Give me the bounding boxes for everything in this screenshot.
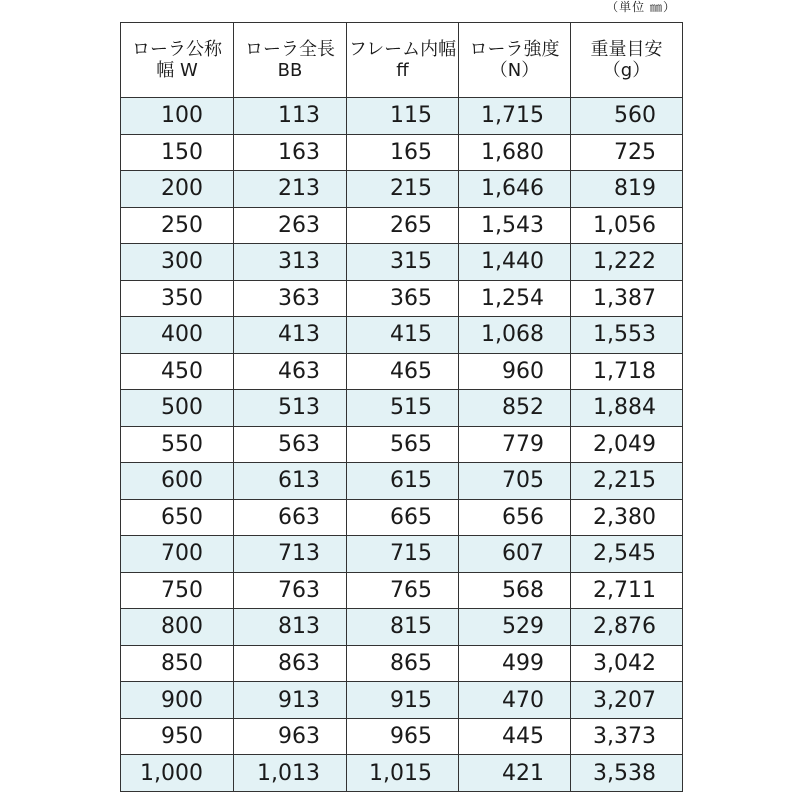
cell-roller-length: 863 bbox=[234, 645, 347, 682]
cell-roller-length: 163 bbox=[234, 134, 347, 171]
cell-roller-strength: 421 bbox=[459, 755, 571, 792]
table-row bbox=[121, 207, 683, 244]
cell-roller-strength: 705 bbox=[459, 463, 571, 500]
cell-roller-length: 913 bbox=[234, 682, 347, 719]
cell-roller-strength: 656 bbox=[459, 499, 571, 536]
cell-frame-inner-width: 915 bbox=[347, 682, 459, 719]
cell-roller-length: 213 bbox=[234, 171, 347, 208]
cell-weight: 1,884 bbox=[571, 390, 683, 427]
cell-nominal-width: 650 bbox=[121, 499, 234, 536]
cell-roller-strength: 607 bbox=[459, 536, 571, 573]
table-row bbox=[121, 134, 683, 171]
cell-roller-strength: 1,440 bbox=[459, 244, 571, 281]
cell-frame-inner-width: 965 bbox=[347, 718, 459, 755]
cell-nominal-width: 550 bbox=[121, 426, 234, 463]
cell-roller-strength: 1,646 bbox=[459, 171, 571, 208]
table-row bbox=[121, 98, 683, 135]
roller-spec-table bbox=[120, 22, 683, 792]
cell-nominal-width: 350 bbox=[121, 280, 234, 317]
cell-weight: 1,718 bbox=[571, 353, 683, 390]
table-body bbox=[121, 98, 683, 792]
cell-frame-inner-width: 115 bbox=[347, 98, 459, 135]
cell-roller-length: 1,013 bbox=[234, 755, 347, 792]
cell-roller-strength: 529 bbox=[459, 609, 571, 646]
table-row bbox=[121, 536, 683, 573]
cell-weight: 2,711 bbox=[571, 572, 683, 609]
table-row bbox=[121, 280, 683, 317]
cell-nominal-width: 850 bbox=[121, 645, 234, 682]
table-row bbox=[121, 682, 683, 719]
cell-roller-strength: 779 bbox=[459, 426, 571, 463]
cell-weight: 3,373 bbox=[571, 718, 683, 755]
cell-weight: 2,380 bbox=[571, 499, 683, 536]
cell-roller-length: 613 bbox=[234, 463, 347, 500]
cell-roller-strength: 1,068 bbox=[459, 317, 571, 354]
cell-weight: 725 bbox=[571, 134, 683, 171]
cell-nominal-width: 300 bbox=[121, 244, 234, 281]
cell-frame-inner-width: 365 bbox=[347, 280, 459, 317]
cell-frame-inner-width: 215 bbox=[347, 171, 459, 208]
table-row bbox=[121, 244, 683, 281]
cell-frame-inner-width: 765 bbox=[347, 572, 459, 609]
cell-nominal-width: 200 bbox=[121, 171, 234, 208]
table-row bbox=[121, 426, 683, 463]
cell-nominal-width: 400 bbox=[121, 317, 234, 354]
table-row bbox=[121, 499, 683, 536]
cell-nominal-width: 900 bbox=[121, 682, 234, 719]
cell-weight: 1,387 bbox=[571, 280, 683, 317]
cell-weight: 3,538 bbox=[571, 755, 683, 792]
cell-weight: 2,215 bbox=[571, 463, 683, 500]
cell-roller-length: 313 bbox=[234, 244, 347, 281]
cell-frame-inner-width: 315 bbox=[347, 244, 459, 281]
cell-roller-strength: 852 bbox=[459, 390, 571, 427]
table-row bbox=[121, 572, 683, 609]
cell-nominal-width: 150 bbox=[121, 134, 234, 171]
unit-note: （単位 ㎜） bbox=[606, 0, 676, 14]
cell-frame-inner-width: 615 bbox=[347, 463, 459, 500]
table-row bbox=[121, 390, 683, 427]
cell-frame-inner-width: 865 bbox=[347, 645, 459, 682]
cell-frame-inner-width: 515 bbox=[347, 390, 459, 427]
cell-roller-length: 113 bbox=[234, 98, 347, 135]
header-weight bbox=[571, 23, 683, 98]
cell-frame-inner-width: 1,015 bbox=[347, 755, 459, 792]
cell-roller-strength: 568 bbox=[459, 572, 571, 609]
cell-nominal-width: 100 bbox=[121, 98, 234, 135]
cell-roller-length: 813 bbox=[234, 609, 347, 646]
cell-roller-strength: 499 bbox=[459, 645, 571, 682]
cell-weight: 2,049 bbox=[571, 426, 683, 463]
header-line: （N） bbox=[489, 60, 540, 81]
cell-roller-length: 513 bbox=[234, 390, 347, 427]
header-roller-length bbox=[234, 23, 347, 98]
cell-roller-length: 363 bbox=[234, 280, 347, 317]
cell-roller-strength: 470 bbox=[459, 682, 571, 719]
header-line: ff bbox=[396, 60, 409, 81]
cell-roller-strength: 1,680 bbox=[459, 134, 571, 171]
cell-nominal-width: 250 bbox=[121, 207, 234, 244]
cell-roller-length: 463 bbox=[234, 353, 347, 390]
cell-weight: 819 bbox=[571, 171, 683, 208]
cell-roller-strength: 1,715 bbox=[459, 98, 571, 135]
cell-nominal-width: 950 bbox=[121, 718, 234, 755]
cell-frame-inner-width: 565 bbox=[347, 426, 459, 463]
table-row bbox=[121, 755, 683, 792]
table-row bbox=[121, 171, 683, 208]
header-nominal-width bbox=[121, 23, 234, 98]
header-line: BB bbox=[277, 60, 303, 81]
cell-nominal-width: 450 bbox=[121, 353, 234, 390]
cell-nominal-width: 600 bbox=[121, 463, 234, 500]
cell-nominal-width: 500 bbox=[121, 390, 234, 427]
cell-frame-inner-width: 465 bbox=[347, 353, 459, 390]
cell-frame-inner-width: 715 bbox=[347, 536, 459, 573]
header-line: ローラ強度 bbox=[469, 39, 560, 60]
cell-frame-inner-width: 815 bbox=[347, 609, 459, 646]
header-line: 重量目安 bbox=[590, 39, 663, 60]
cell-weight: 560 bbox=[571, 98, 683, 135]
cell-roller-strength: 960 bbox=[459, 353, 571, 390]
header-frame-inner-width bbox=[347, 23, 459, 98]
cell-roller-strength: 445 bbox=[459, 718, 571, 755]
cell-roller-strength: 1,254 bbox=[459, 280, 571, 317]
cell-roller-length: 713 bbox=[234, 536, 347, 573]
cell-roller-length: 663 bbox=[234, 499, 347, 536]
header-line: 幅 W bbox=[156, 60, 198, 81]
table-row bbox=[121, 718, 683, 755]
cell-roller-length: 413 bbox=[234, 317, 347, 354]
cell-weight: 1,222 bbox=[571, 244, 683, 281]
cell-roller-length: 963 bbox=[234, 718, 347, 755]
cell-frame-inner-width: 265 bbox=[347, 207, 459, 244]
table-header-row bbox=[121, 23, 683, 98]
cell-frame-inner-width: 165 bbox=[347, 134, 459, 171]
table-row bbox=[121, 609, 683, 646]
cell-roller-length: 763 bbox=[234, 572, 347, 609]
header-line: フレーム内幅 bbox=[348, 39, 457, 60]
cell-nominal-width: 1,000 bbox=[121, 755, 234, 792]
header-line: ローラ全長 bbox=[245, 39, 335, 60]
cell-roller-strength: 1,543 bbox=[459, 207, 571, 244]
cell-weight: 1,553 bbox=[571, 317, 683, 354]
cell-roller-length: 263 bbox=[234, 207, 347, 244]
cell-weight: 1,056 bbox=[571, 207, 683, 244]
cell-weight: 2,876 bbox=[571, 609, 683, 646]
cell-nominal-width: 750 bbox=[121, 572, 234, 609]
table-row bbox=[121, 645, 683, 682]
cell-frame-inner-width: 415 bbox=[347, 317, 459, 354]
cell-weight: 3,042 bbox=[571, 645, 683, 682]
header-line: ローラ公称 bbox=[132, 39, 222, 60]
table-row bbox=[121, 463, 683, 500]
cell-weight: 3,207 bbox=[571, 682, 683, 719]
table-row bbox=[121, 317, 683, 354]
header-roller-strength bbox=[459, 23, 571, 98]
cell-nominal-width: 700 bbox=[121, 536, 234, 573]
cell-weight: 2,545 bbox=[571, 536, 683, 573]
header-line: （g） bbox=[602, 60, 651, 81]
cell-nominal-width: 800 bbox=[121, 609, 234, 646]
cell-roller-length: 563 bbox=[234, 426, 347, 463]
table-row bbox=[121, 353, 683, 390]
cell-frame-inner-width: 665 bbox=[347, 499, 459, 536]
